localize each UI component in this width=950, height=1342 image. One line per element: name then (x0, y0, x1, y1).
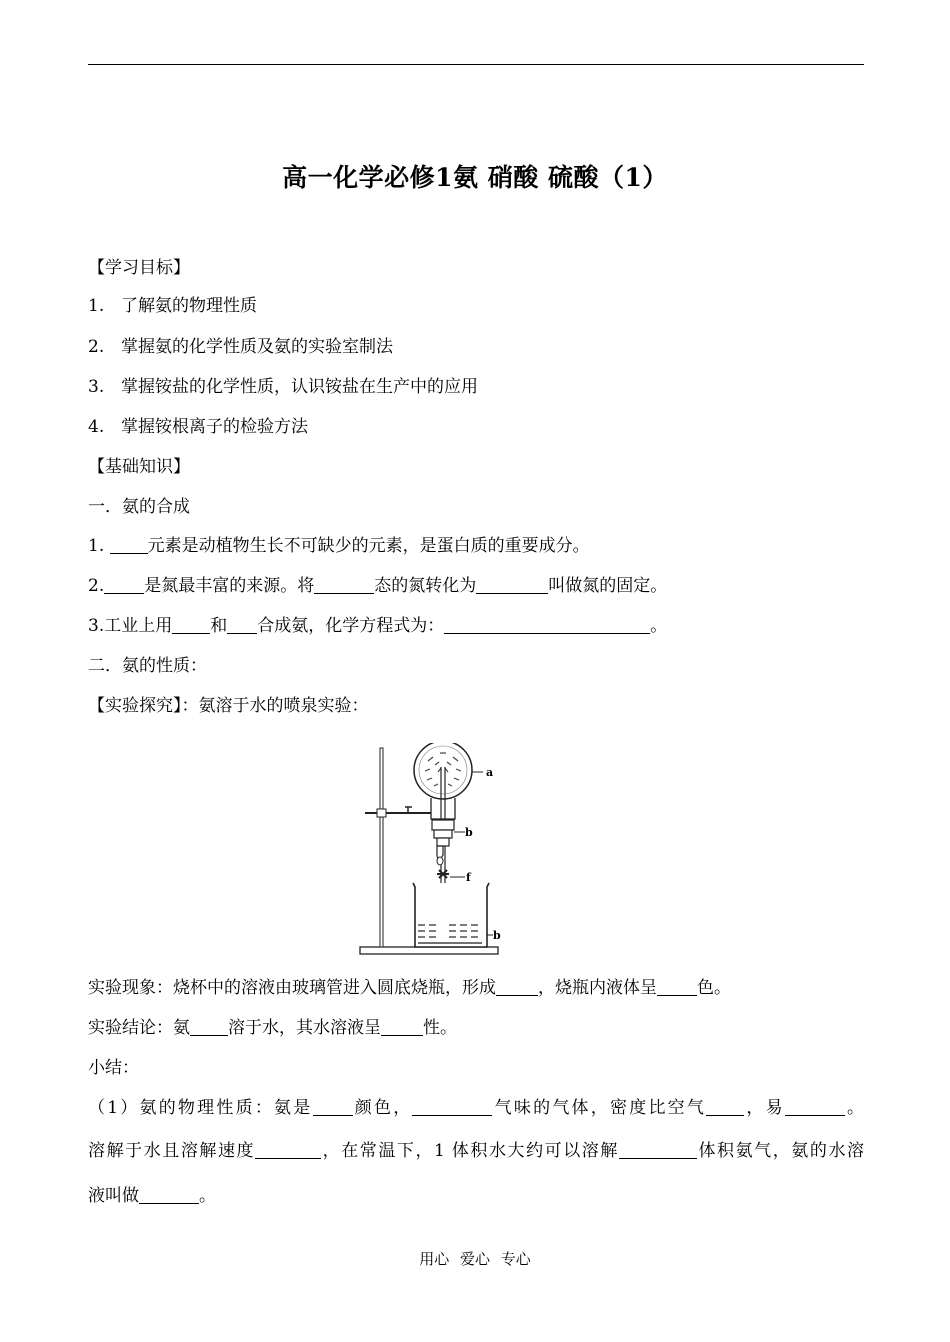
experiment-title: 【实验探究】：氨溶于水的喷泉实验： (88, 696, 369, 716)
answer-blank[interactable] (706, 1098, 744, 1116)
answer-blank[interactable] (255, 1141, 321, 1159)
conclusion-text: 溶于水，其水溶液呈 (228, 1018, 381, 1038)
answer-blank[interactable] (172, 616, 210, 634)
answer-blank[interactable] (104, 576, 144, 594)
experiment-phenomenon (88, 976, 731, 1000)
answer-blank[interactable] (381, 1018, 423, 1036)
objective-number: 4. (88, 417, 105, 437)
objective-number: 3. (88, 377, 105, 397)
page-footer (0, 1248, 950, 1269)
objective-number: 2. (88, 337, 105, 357)
footer-word: 专心 (500, 1250, 531, 1268)
answer-blank[interactable] (139, 1186, 199, 1204)
objectives-heading: 【学习目标】 (88, 258, 190, 278)
basics-heading: 【基础知识】 (88, 457, 190, 477)
figure-label-b-beaker: b (493, 929, 501, 942)
objective-item-2 (88, 335, 393, 359)
summary-text: 溶解于水且溶解速度 (88, 1141, 256, 1161)
question-text: 3.工业上用 (88, 616, 173, 636)
answer-blank[interactable] (227, 616, 257, 634)
stand-base (360, 947, 498, 954)
question-3 (88, 614, 667, 638)
summary-line-1 (88, 1096, 864, 1120)
answer-blank[interactable] (190, 1018, 228, 1036)
conclusion-text: 实验结论：氨 (88, 1018, 190, 1038)
conclusion-text: 性。 (423, 1018, 457, 1038)
summary-text: 体积氨气，氨的水溶 (696, 1141, 865, 1161)
question-number: 2. (88, 576, 105, 596)
fountain-apparatus-figure (355, 743, 505, 961)
footer-word: 爱心 (459, 1250, 490, 1268)
question-text: 元素是动植物生长不可缺少的元素，是蛋白质的重要成分。 (147, 536, 590, 556)
answer-blank[interactable] (496, 978, 538, 996)
question-text: 态的氮转化为 (374, 576, 477, 596)
answer-blank[interactable] (313, 1098, 353, 1116)
objective-number: 1. (88, 296, 105, 316)
summary-text: ，在常温下，1 体积水大约可以溶解 (321, 1141, 619, 1161)
question-text: 和 (210, 616, 228, 636)
objective-text: 了解氨的物理性质 (121, 296, 257, 316)
answer-blank[interactable] (785, 1098, 845, 1116)
figure-label-a: a (486, 766, 494, 779)
experiment-conclusion (88, 1016, 457, 1040)
footer-word: 用心 (419, 1250, 450, 1268)
question-text: 是氮最丰富的来源。将 (144, 576, 315, 596)
objective-text: 掌握铵根离子的检验方法 (121, 417, 308, 437)
answer-blank[interactable] (110, 536, 148, 554)
equation-blank[interactable] (444, 616, 650, 634)
figure-label-f: f (466, 871, 471, 884)
objective-text: 掌握铵盐的化学性质，认识铵盐在生产中的应用 (121, 377, 478, 397)
header-rule (88, 64, 864, 65)
answer-blank[interactable] (412, 1098, 492, 1116)
section-heading-properties: 二．氨的性质： (88, 656, 207, 676)
objective-text: 掌握氨的化学性质及氨的实验室制法 (121, 337, 393, 357)
summary-text: 。 (199, 1186, 216, 1206)
objective-item-4 (88, 415, 308, 439)
round-bottom-flask (414, 743, 472, 799)
summary-text: 液叫做 (88, 1186, 139, 1206)
phenomenon-text: ，烧瓶内液体呈 (538, 978, 657, 998)
objective-item-1 (88, 294, 257, 318)
phenomenon-text: 色。 (697, 978, 731, 998)
question-text: 叫做氮的固定。 (548, 576, 668, 596)
summary-text: 颜色， (352, 1098, 413, 1118)
question-text: 合成氨，化学方程式为： (257, 616, 445, 636)
answer-blank[interactable] (476, 576, 548, 594)
summary-text: 。 (844, 1098, 865, 1118)
summary-text: （1）氨的物理性质：氨是 (88, 1098, 313, 1118)
phenomenon-text: 实验现象：烧杯中的溶液由玻璃管进入圆底烧瓶，形成 (88, 978, 496, 998)
answer-blank[interactable] (314, 576, 374, 594)
objective-item-3 (88, 375, 478, 399)
summary-line-3 (88, 1184, 216, 1208)
figure-label-b-stopper: b (465, 826, 473, 839)
summary-heading: 小结： (88, 1058, 139, 1078)
section-heading-synthesis: 一．氨的合成 (88, 497, 190, 517)
summary-line-2 (88, 1139, 864, 1163)
question-text: 。 (650, 616, 668, 636)
summary-text: 气味的气体，密度比空气 (492, 1098, 707, 1118)
summary-text: ，易 (744, 1098, 785, 1118)
answer-blank[interactable] (619, 1141, 697, 1159)
question-2 (88, 574, 667, 598)
question-1 (88, 534, 590, 558)
question-number: 1. (88, 536, 110, 556)
stand-rod (380, 748, 383, 947)
answer-blank[interactable] (657, 978, 697, 996)
page-title: 高一化学必修1氨 硝酸 硫酸（1） (282, 163, 668, 192)
